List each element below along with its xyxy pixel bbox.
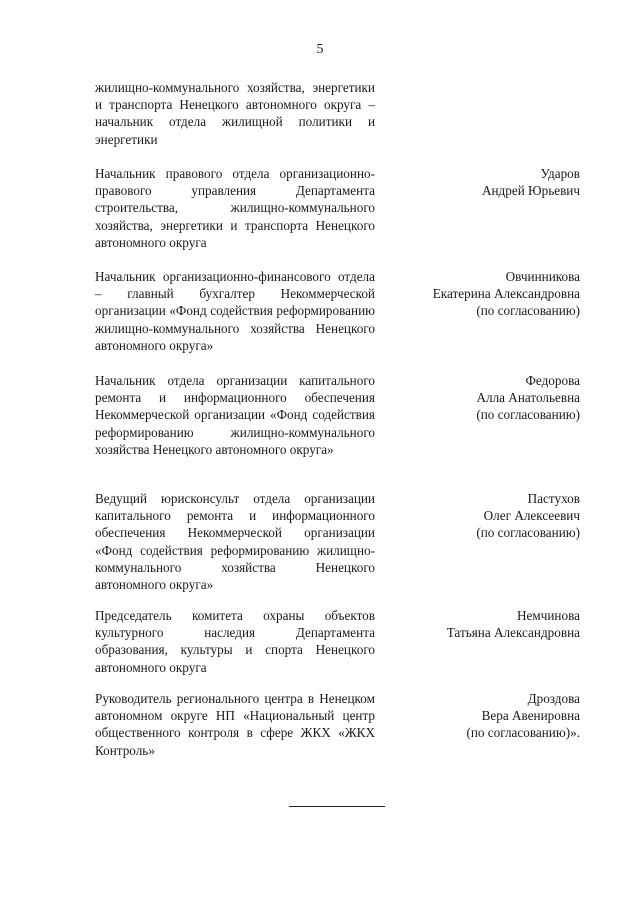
member-name (385, 690, 580, 759)
commission-member-entry (95, 490, 580, 593)
member-position: Начальник отдела организации капитального ремонта и информационного обеспечения Некоммерческой организации «Фонд содействия реформированию жилищно-коммунального хозяйства Ненецкого автономного округа» (95, 373, 375, 457)
commission-member-entry (95, 372, 580, 458)
member-name (385, 490, 580, 593)
commission-member-entry (95, 165, 580, 251)
member-surname: Немчинова (517, 608, 580, 623)
member-name (385, 79, 580, 148)
commission-member-entry (95, 268, 580, 354)
member-given-names: Екатерина Александровна (432, 286, 580, 302)
member-approval-note: (по согласованию) (476, 303, 580, 319)
member-given-names: Андрей Юрьевич (481, 183, 580, 199)
member-name (385, 607, 580, 676)
member-position: Начальник правового отдела организационно-правового управления Департамента строительства, жилищно-коммунального хозяйства, энергетики и транспорта Ненецкого автономного округа (95, 166, 375, 250)
commission-member-entry (95, 690, 580, 759)
member-surname: Федорова (525, 373, 580, 388)
member-approval-note: (по согласованию)». (466, 725, 580, 741)
member-position: Председатель комитета охраны объектов культурного наследия Департамента образования, культуры и спорта Ненецкого автономного округа (95, 608, 375, 675)
member-surname: Овчинникова (505, 269, 580, 284)
member-approval-note: (по согласованию) (476, 525, 580, 541)
member-position: Руководитель регионального центра в Ненецком автономном округе НП «Национальный центр общественного контроля в сфере ЖКХ «ЖКХ Контроль» (95, 691, 375, 758)
member-surname: Дроздова (527, 691, 580, 706)
member-position: жилищно-коммунального хозяйства, энергетики и транспорта Ненецкого автономного округа – начальник отдела жилищной политики и энергетики (95, 80, 375, 147)
member-surname: Ударов (540, 166, 580, 181)
commission-member-entry (95, 79, 580, 148)
member-position: Ведущий юрисконсульт отдела организации капитального ремонта и информационного обеспечения Некоммерческой организации «Фонд содействия реформированию жилищно-коммунального хозяйства Ненецкого автономного округа» (95, 491, 375, 593)
page-number: 5 (316, 42, 324, 57)
commission-member-entry (95, 607, 580, 676)
member-name (385, 165, 580, 251)
member-surname: Пастухов (527, 491, 580, 506)
end-of-document-rule (289, 806, 385, 807)
member-given-names: Татьяна Александровна (446, 625, 580, 641)
member-position: Начальник организационно-финансового отдела – главный бухгалтер Некоммерческой организации «Фонд содействия реформированию жилищно-коммунального хозяйства Ненецкого автономного округа» (95, 269, 375, 353)
member-given-names: Алла Анатольевна (476, 390, 580, 406)
member-given-names: Вера Авенировна (481, 708, 580, 724)
member-name (385, 268, 580, 354)
member-given-names: Олег Алексеевич (483, 508, 580, 524)
member-approval-note: (по согласованию) (476, 407, 580, 423)
member-name (385, 372, 580, 458)
